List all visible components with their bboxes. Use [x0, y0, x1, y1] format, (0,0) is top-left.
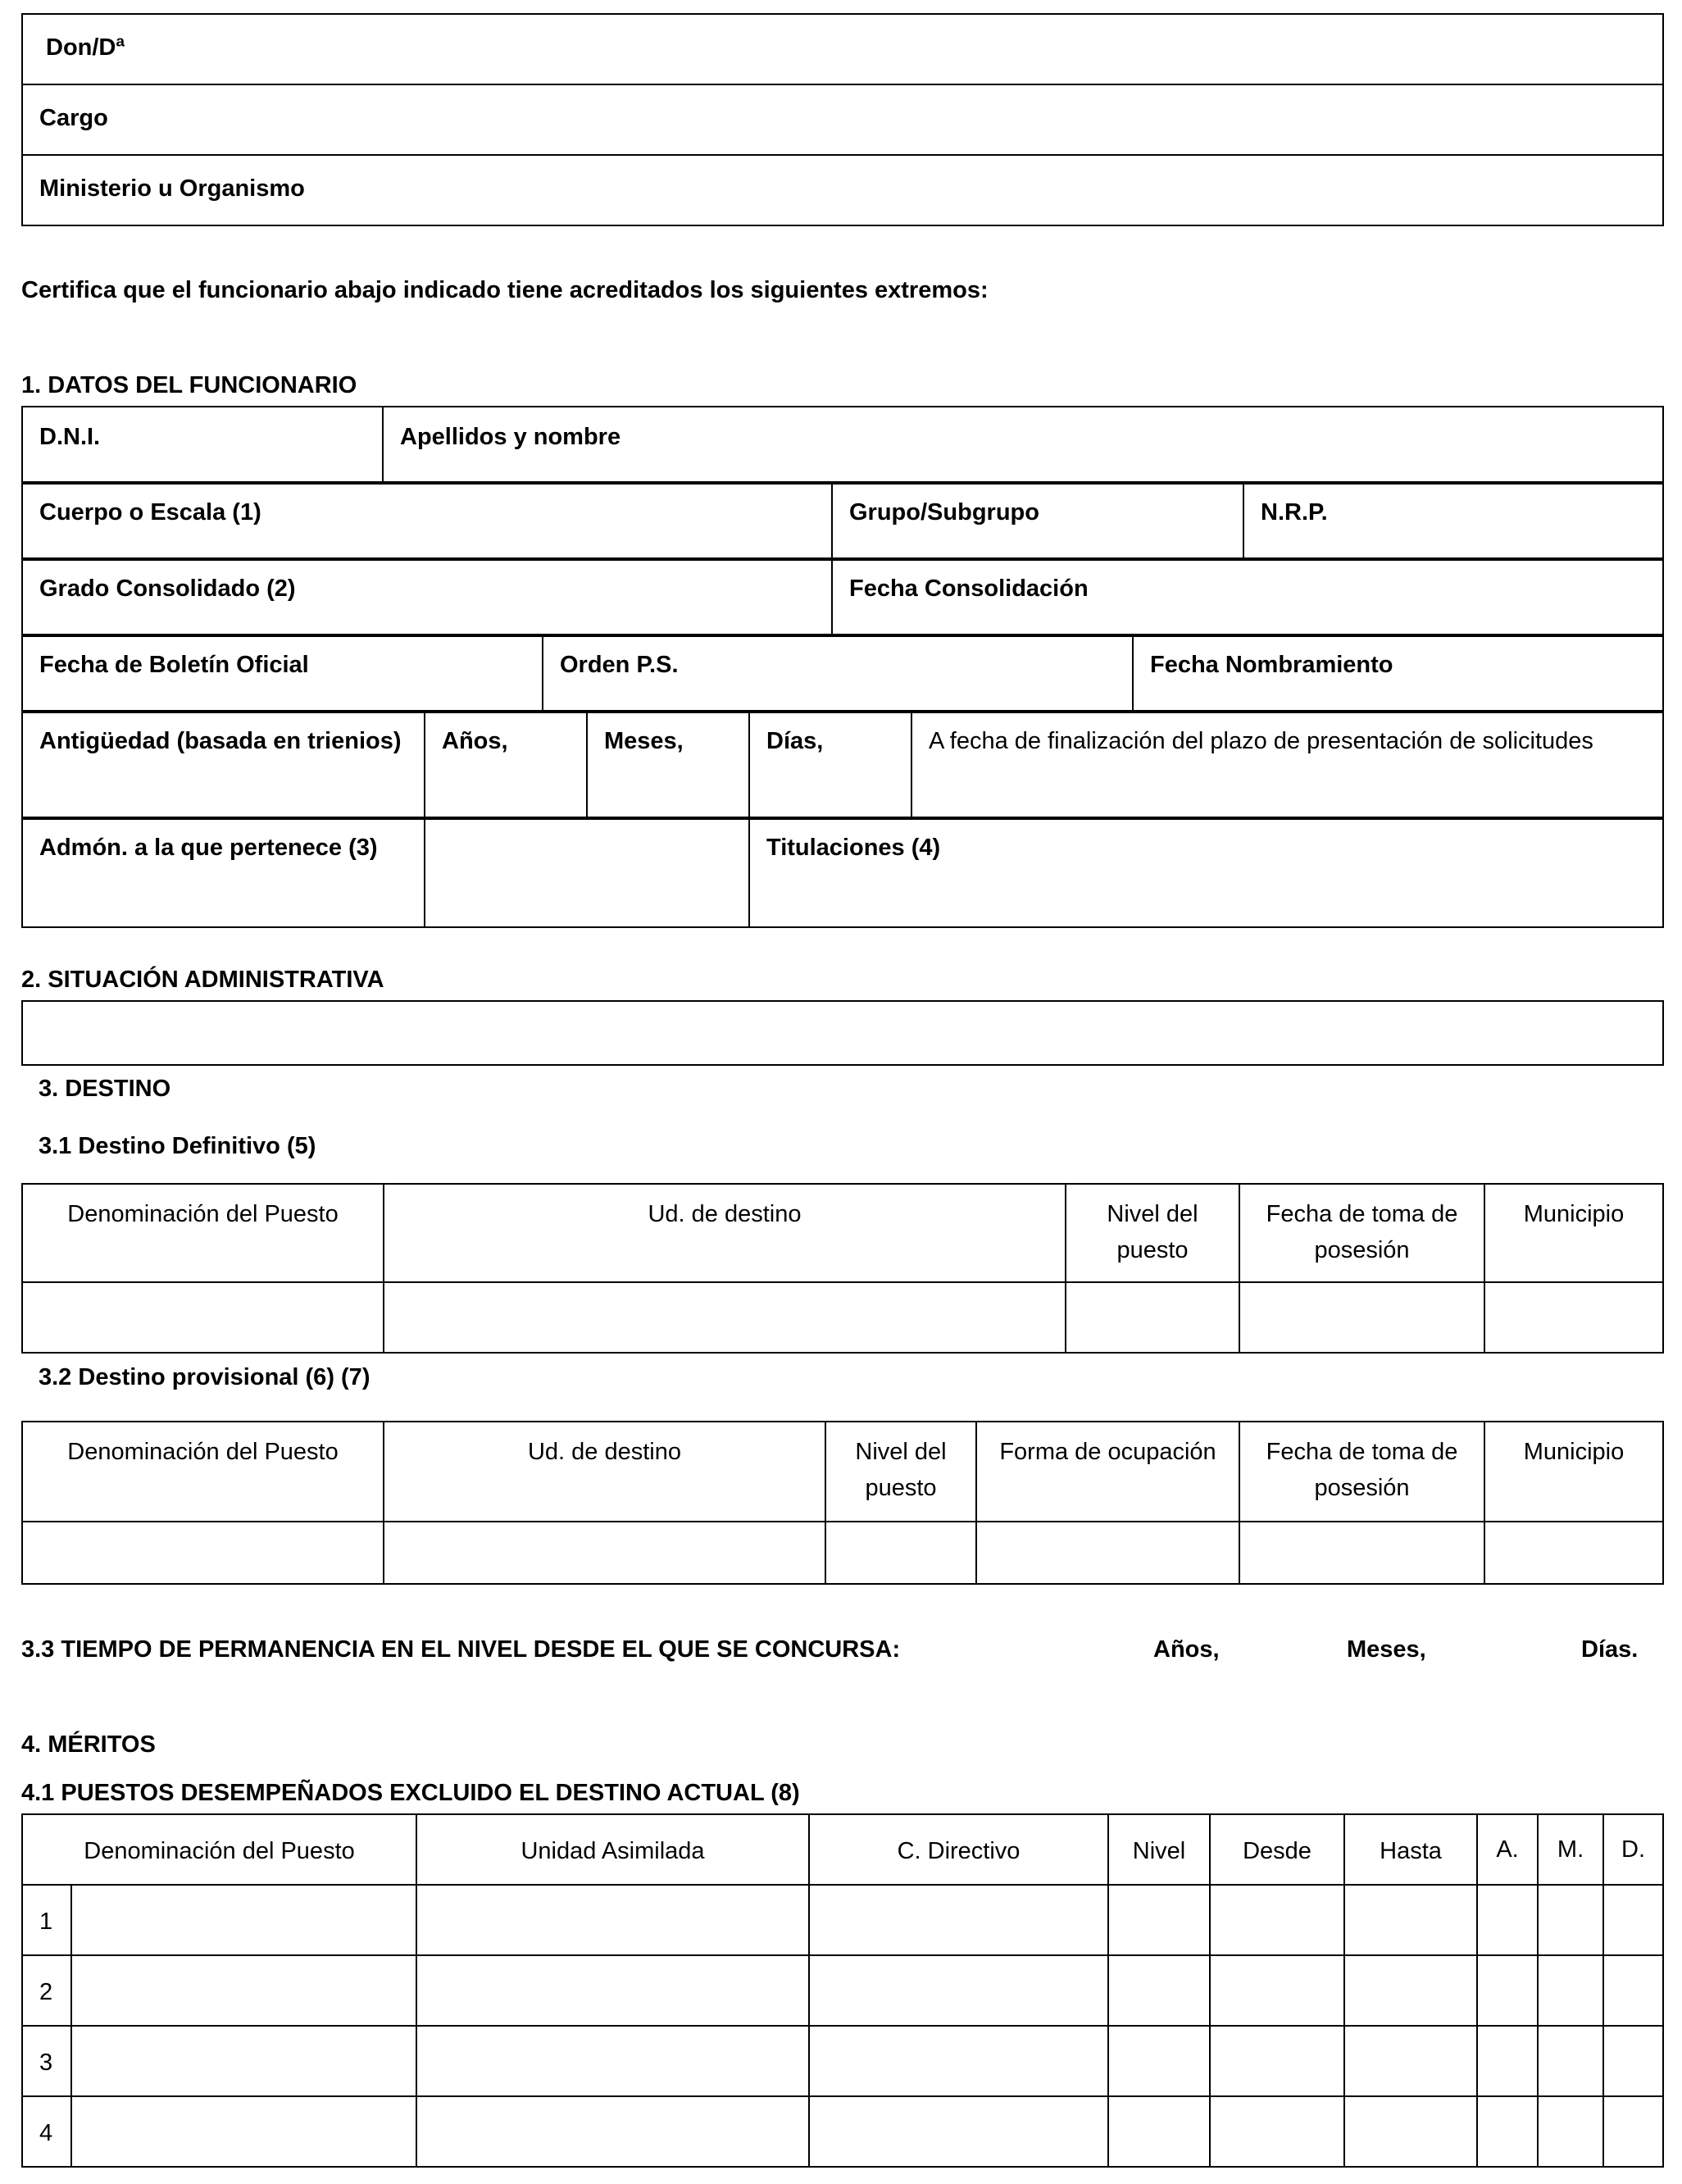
ministerio-label: Ministerio u Organismo	[39, 175, 305, 202]
t41-cell[interactable]	[809, 1955, 1108, 2026]
t41-cell[interactable]	[416, 2096, 809, 2167]
cuerpo-field[interactable]	[22, 482, 832, 560]
t31-cell-nivel[interactable]	[1066, 1282, 1239, 1353]
a-fecha-label: A fecha de finalización del plazo de presentación de solicitudes	[929, 728, 1593, 754]
section1-row-boletin	[21, 634, 1664, 713]
table-destino-definitivo	[21, 1183, 1664, 1354]
t32-cell-denominacion[interactable]	[22, 1522, 384, 1584]
t31-cell-fecha[interactable]	[1239, 1282, 1484, 1353]
t41-cell[interactable]	[1344, 1885, 1477, 1955]
section1-title: 1. DATOS DEL FUNCIONARIO	[21, 372, 357, 398]
fecha-nombramiento-label: Fecha Nombramiento	[1150, 652, 1393, 678]
t41-cell[interactable]	[1538, 1885, 1603, 1955]
t41-cell[interactable]	[1603, 1885, 1663, 1955]
cuerpo-label: Cuerpo o Escala (1)	[39, 499, 261, 526]
t41-cell[interactable]	[71, 2096, 416, 2167]
t41-header-a: A.	[1477, 1814, 1538, 1885]
table-row	[22, 2026, 1663, 2096]
table-puestos	[21, 1813, 1664, 2168]
don-label: Don/Dª	[46, 34, 125, 61]
t41-cell[interactable]	[71, 1885, 416, 1955]
t41-cell[interactable]	[1210, 2096, 1344, 2167]
t41-cell[interactable]	[1344, 2026, 1477, 2096]
t41-cell[interactable]	[71, 2026, 416, 2096]
situacion-field[interactable]	[22, 1001, 1663, 1065]
grado-label: Grado Consolidado (2)	[39, 576, 296, 602]
t41-cell[interactable]	[1210, 1955, 1344, 2026]
t41-cell[interactable]	[1538, 2026, 1603, 2096]
meses-field[interactable]	[587, 711, 749, 819]
anos-field[interactable]	[425, 711, 587, 819]
antiguedad-field[interactable]	[22, 711, 425, 819]
section1-row-antiguedad	[21, 710, 1664, 820]
t41-header-nivel: Nivel	[1108, 1814, 1210, 1885]
t41-cell[interactable]	[1108, 1885, 1210, 1955]
t41-cell[interactable]	[416, 2026, 809, 2096]
apellidos-label: Apellidos y nombre	[400, 424, 621, 450]
t32-header-fecha: Fecha de toma de posesión	[1239, 1422, 1484, 1522]
t31-cell-municipio[interactable]	[1484, 1282, 1663, 1353]
t32-cell-nivel[interactable]	[825, 1522, 976, 1584]
t41-cell[interactable]	[1210, 2026, 1344, 2096]
orden-field[interactable]	[543, 635, 1133, 712]
certifica-text: Certifica que el funcionario abajo indicado tiene acreditados los siguientes extremos:	[21, 277, 989, 303]
permanencia-anos: Años,	[1153, 1636, 1220, 1663]
t41-header-desde: Desde	[1210, 1814, 1344, 1885]
t32-header-unidad: Ud. de destino	[384, 1422, 825, 1522]
t41-cell[interactable]	[1210, 1885, 1344, 1955]
row-number: 4	[22, 2096, 71, 2167]
ministerio-field[interactable]	[22, 155, 1663, 225]
sub32-title: 3.2 Destino provisional (6) (7)	[39, 1364, 370, 1390]
a-fecha-note	[911, 711, 1663, 819]
section1-row-dni	[21, 406, 1664, 485]
t41-cell[interactable]	[809, 2096, 1108, 2167]
t41-cell[interactable]	[1344, 1955, 1477, 2026]
orden-label: Orden P.S.	[560, 652, 679, 678]
header-box	[21, 13, 1664, 226]
grupo-label: Grupo/Subgrupo	[849, 499, 1039, 526]
t31-cell-unidad[interactable]	[384, 1282, 1066, 1353]
t41-cell[interactable]	[1108, 1955, 1210, 2026]
dias-label: Días,	[766, 728, 824, 754]
t41-cell[interactable]	[1603, 1955, 1663, 2026]
cargo-field[interactable]	[22, 84, 1663, 155]
table-destino-provisional	[21, 1421, 1664, 1585]
t31-header-unidad: Ud. de destino	[384, 1184, 1066, 1282]
t32-cell-fecha[interactable]	[1239, 1522, 1484, 1584]
t41-cell[interactable]	[1108, 2026, 1210, 2096]
t32-cell-forma[interactable]	[976, 1522, 1239, 1584]
sub31-title: 3.1 Destino Definitivo (5)	[39, 1133, 316, 1159]
admon-value[interactable]	[425, 817, 749, 927]
apellidos-field[interactable]	[383, 407, 1663, 484]
t41-cell[interactable]	[1603, 2026, 1663, 2096]
t41-cell[interactable]	[416, 1955, 809, 2026]
t41-cell[interactable]	[1477, 2096, 1538, 2167]
t31-cell-denominacion[interactable]	[22, 1282, 384, 1353]
section2-title: 2. SITUACIÓN ADMINISTRATIVA	[21, 967, 384, 993]
t41-cell[interactable]	[71, 1955, 416, 2026]
titulaciones-label: Titulaciones (4)	[766, 835, 941, 861]
t41-cell[interactable]	[809, 2026, 1108, 2096]
t41-header-hasta: Hasta	[1344, 1814, 1477, 1885]
titulaciones-field[interactable]	[749, 817, 1663, 927]
t31-header-municipio: Municipio	[1484, 1184, 1663, 1282]
fecha-boletin-field[interactable]	[22, 635, 543, 712]
t41-cell[interactable]	[1538, 2096, 1603, 2167]
antiguedad-label: Antigüedad (basada en trienios)	[39, 728, 402, 754]
t41-cell[interactable]	[416, 1885, 809, 1955]
row-number: 3	[22, 2026, 71, 2096]
table-row	[22, 2096, 1663, 2167]
admon-field[interactable]	[22, 817, 425, 927]
anos-label: Años,	[442, 728, 508, 754]
section1-row-admon	[21, 817, 1664, 928]
t31-header-denominacion: Denominación del Puesto	[22, 1184, 384, 1282]
t41-cell[interactable]	[1344, 2096, 1477, 2167]
t32-header-municipio: Municipio	[1484, 1422, 1663, 1522]
t41-cell[interactable]	[1538, 1955, 1603, 2026]
t41-header-directivo: C. Directivo	[809, 1814, 1108, 1885]
situacion-box	[21, 1000, 1664, 1066]
t41-header-denominacion: Denominación del Puesto	[22, 1814, 416, 1885]
table-row	[22, 1955, 1663, 2026]
nrp-label: N.R.P.	[1261, 499, 1328, 526]
dni-field[interactable]	[22, 407, 383, 484]
t32-cell-unidad[interactable]	[384, 1522, 825, 1584]
fecha-consolidacion-label: Fecha Consolidación	[849, 576, 1089, 602]
t41-cell[interactable]	[1477, 2026, 1538, 2096]
cargo-label: Cargo	[39, 105, 108, 131]
t41-cell[interactable]	[809, 1885, 1108, 1955]
t41-cell[interactable]	[1108, 2096, 1210, 2167]
nrp-field[interactable]	[1243, 482, 1663, 560]
t41-header-unidad: Unidad Asimilada	[416, 1814, 809, 1885]
t41-cell[interactable]	[1477, 1885, 1538, 1955]
dias-field[interactable]	[749, 711, 911, 819]
section4-title: 4. MÉRITOS	[21, 1731, 156, 1758]
t41-header-d: D.	[1603, 1814, 1663, 1885]
permanencia-dias: Días.	[1581, 1636, 1639, 1663]
dni-label: D.N.I.	[39, 424, 101, 450]
sub33-title: 3.3 TIEMPO DE PERMANENCIA EN EL NIVEL DESDE EL QUE SE CONCURSA:	[21, 1636, 901, 1663]
permanencia-meses: Meses,	[1347, 1636, 1426, 1663]
table-row	[22, 1885, 1663, 1955]
t31-header-nivel: Nivel del puesto	[1066, 1184, 1239, 1282]
row-number: 2	[22, 1955, 71, 2026]
grado-field[interactable]	[22, 558, 832, 636]
t32-cell-municipio[interactable]	[1484, 1522, 1663, 1584]
t41-header-m: M.	[1538, 1814, 1603, 1885]
section1-row-cuerpo	[21, 481, 1664, 561]
grupo-field[interactable]	[832, 482, 1243, 560]
section3-title: 3. DESTINO	[39, 1076, 171, 1102]
fecha-consolidacion-field[interactable]	[832, 558, 1663, 636]
fecha-boletin-label: Fecha de Boletín Oficial	[39, 652, 309, 678]
row-number: 1	[22, 1885, 71, 1955]
don-field[interactable]	[22, 14, 1663, 84]
section1-row-grado	[21, 557, 1664, 637]
t32-header-nivel: Nivel del puesto	[825, 1422, 976, 1522]
admon-label: Admón. a la que pertenece (3)	[39, 835, 378, 861]
t31-header-fecha: Fecha de toma de posesión	[1239, 1184, 1484, 1282]
t41-cell[interactable]	[1477, 1955, 1538, 2026]
fecha-nombramiento-field[interactable]	[1133, 635, 1663, 712]
meses-label: Meses,	[604, 728, 684, 754]
t32-header-forma: Forma de ocupación	[976, 1422, 1239, 1522]
t41-cell[interactable]	[1603, 2096, 1663, 2167]
sub41-title: 4.1 PUESTOS DESEMPEÑADOS EXCLUIDO EL DESTINO ACTUAL (8)	[21, 1780, 800, 1806]
t32-header-denominacion: Denominación del Puesto	[22, 1422, 384, 1522]
